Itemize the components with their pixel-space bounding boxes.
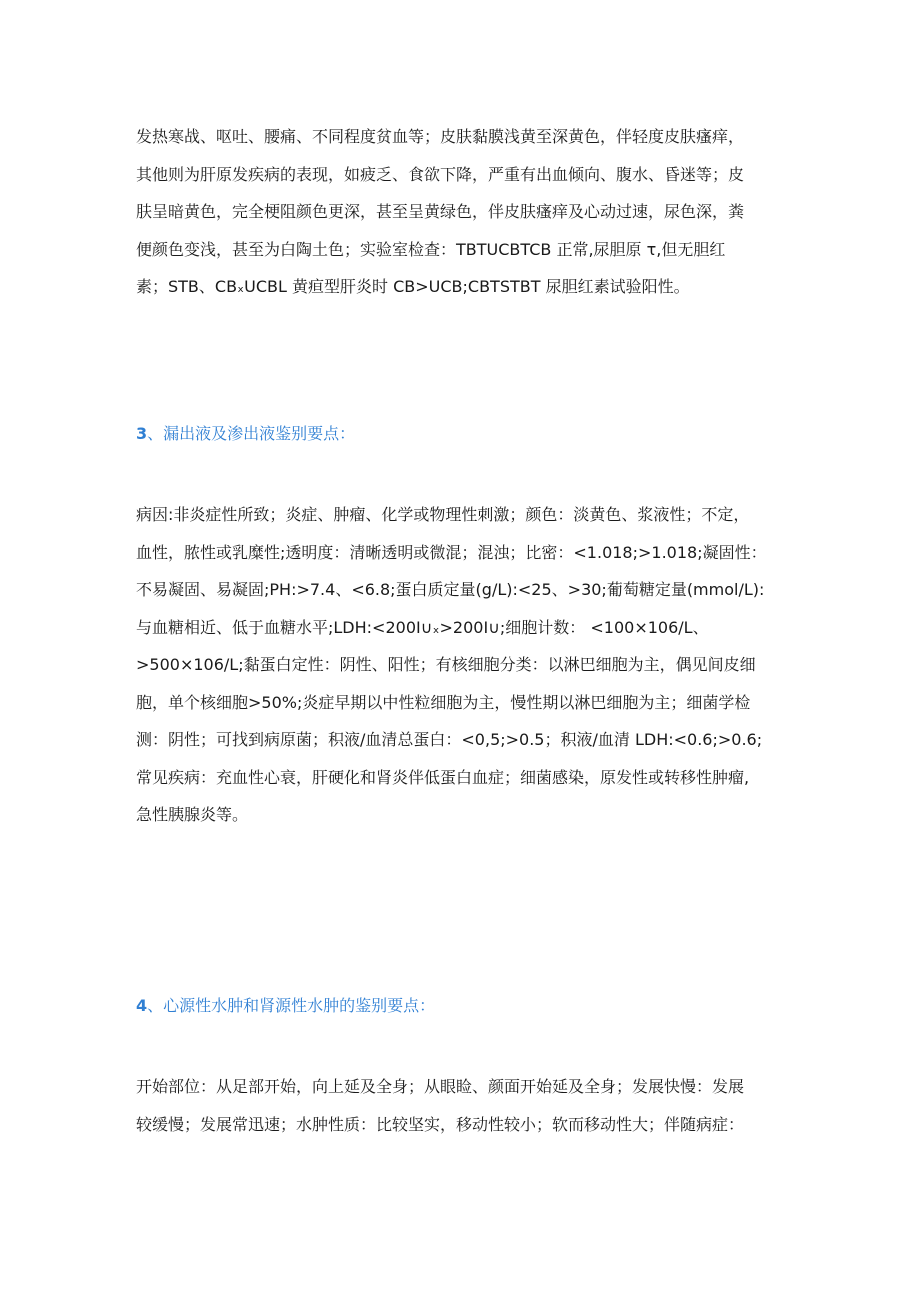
text-line: 常见疾病：充血性心衰，肝硬化和肾炎伴低蛋白血症；细菌感染，原发性或转移性肿瘤, <box>136 767 750 787</box>
section-title: 、漏出液及渗出液鉴别要点： <box>147 424 356 443</box>
text-line: 其他则为肝原发疾病的表现，如疲乏、食欲下降，严重有出血倾向、腹水、昏迷等；皮 <box>136 164 745 184</box>
section-number: 3 <box>136 424 148 443</box>
section-number: 4 <box>136 996 148 1015</box>
text-line: 较缓慢；发展常迅速；水肿性质：比较坚实，移动性较小；软而移动性大；伴随病症： <box>136 1114 745 1134</box>
text-line: >500×106/L;黏蛋白定性：阴性、阳性；有核细胞分类：以淋巴细胞为主，偶见间皮细 <box>136 655 756 674</box>
text-line: 肤呈暗黄色，完全梗阻颜色更深，甚至呈黄绿色，伴皮肤瘙痒及心动过速，尿色深，粪 <box>136 202 745 221</box>
text-line: 测：阴性；可找到病原菌；积液/血清总蛋白：<0,5;>0.5；积液/血清 LDH:<0.6;>0.6; <box>136 730 763 749</box>
text-line: 血性，脓性或乳糜性;透明度：清晰透明或微混；混浊；比密：<1.018;>1.018;凝固性： <box>136 542 767 562</box>
text-line: 急性胰腺炎等。 <box>136 805 249 824</box>
paragraph-edema-differentiation <box>136 1068 786 1143</box>
text-line: 素；STB、CBₓUCBL 黄疸型肝炎时 CB>UCB;CBTSTBT 尿胆红素试验阳性。 <box>136 277 690 296</box>
section-heading-3 <box>136 422 355 446</box>
text-line: 与血糖相近、低于血糖水平;LDH:<200I∪ₓ>200I∪;细胞计数： <100×106/L、 <box>136 617 709 637</box>
text-line: 发热寒战、呕吐、腰痛、不同程度贫血等；皮肤黏膜浅黄至深黄色，伴轻度皮肤瘙痒， <box>136 127 745 146</box>
paragraph-jaundice-differentiation <box>136 118 786 306</box>
text-line: 开始部位：从足部开始，向上延及全身；从眼睑、颜面开始延及全身；发展快慢：发展 <box>136 1077 745 1096</box>
text-line: 病因:非炎症性所致；炎症、肿瘤、化学或物理性刺激；颜色：淡黄色、浆液性；不定， <box>136 505 750 524</box>
section-heading-4 <box>136 994 435 1018</box>
text-line: 胞，单个核细胞>50%;炎症早期以中性粒细胞为主，慢性期以淋巴细胞为主；细菌学检 <box>136 692 751 712</box>
text-line: 便颜色变浅，甚至为白陶土色；实验室检查：TBTUCBTCB 正常,尿胆原 τ,但无胆红 <box>136 239 726 259</box>
paragraph-effusion-differentiation <box>136 496 786 834</box>
text-line: 不易凝固、易凝固;PH:>7.4、<6.8;蛋白质定量(g/L):<25、>30;葡萄糖定量(mmol/L): <box>136 580 765 599</box>
section-title: 、心源性水肿和肾源性水肿的鉴别要点： <box>147 996 436 1015</box>
